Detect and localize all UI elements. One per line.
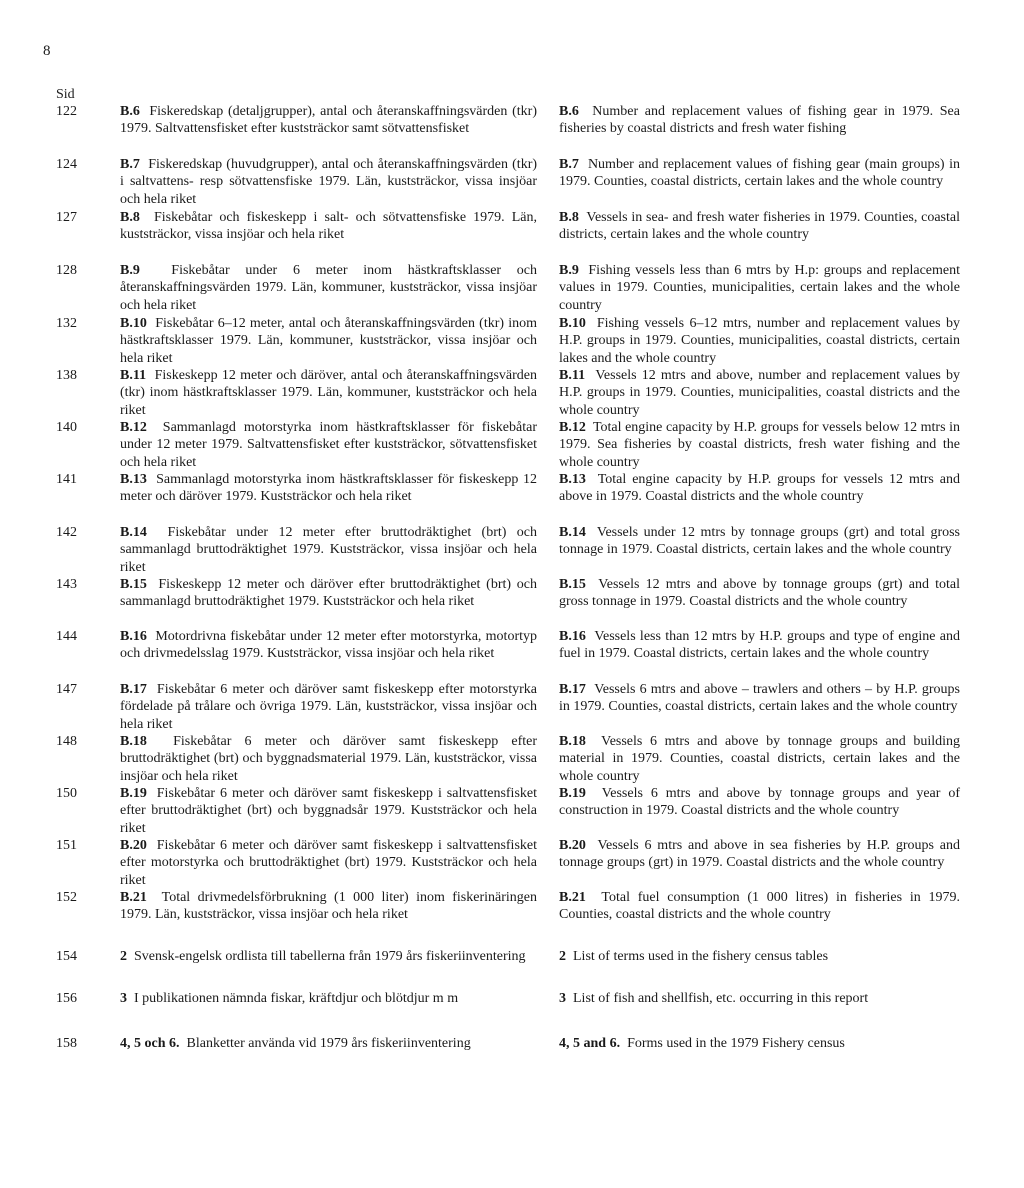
page-number: 8 <box>43 43 51 59</box>
toc-sv-text: Sammanlagd motorstyrka inom hästkraftsklasser för fiskebåtar under 12 meter 1979. Saltvattensfisket efter kuststräckor, sötvattensfisket och hela riket <box>120 420 538 470</box>
toc-page-ref: 142 <box>56 525 77 540</box>
toc-sv-text: Fiskebåtar 6–12 meter, antal och återanskaffningsvärden (tkr) inom hästkraftsklasser 1979. Län, kommuner, kuststräckor, vissa insjöar och hela riket <box>120 316 537 366</box>
toc-en-code: B.21 <box>559 890 586 905</box>
toc-page-ref: 152 <box>56 890 77 905</box>
toc-en-code: B.16 <box>559 629 586 644</box>
toc-en-code: B.17 <box>559 682 586 697</box>
toc-en-text: Forms used in the 1979 Fishery census <box>627 1036 845 1051</box>
toc-sv-code: B.9 <box>120 263 140 278</box>
toc-sv-text: Fiskeskepp 12 meter och däröver, antal och återanskaffningsvärden (tkr) inom hästkraftsklasser 1979. Län, kommuner, kuststräckor och hela riket <box>120 368 537 418</box>
toc-sv-text: Fiskebåtar under 6 meter inom hästkraftsklasser och återanskaffningsvärden 1979. Län, kommuner, kuststräckor, vissa insjöar och hela riket <box>120 263 538 313</box>
toc-sv-code: B.13 <box>120 472 147 487</box>
toc-sv-text: Total drivmedelsförbrukning (1 000 liter) inom fiskerinäringen 1979. Län, kuststräckor, vissa insjöar och hela riket <box>120 890 538 923</box>
toc-en-description <box>559 367 960 419</box>
toc-en-text: Vessels 6 mtrs and above by tonnage groups and year of construction in 1979. Coastal districts and the whole country <box>559 786 960 819</box>
toc-page-ref: 132 <box>56 316 77 331</box>
toc-en-text: Fishing vessels 6–12 mtrs, number and replacement values by H.P. groups in 1979. Counties, municipalities, coastal districts, certain lakes and the whole country <box>559 316 961 366</box>
toc-sv-description <box>120 990 537 1007</box>
toc-page-ref: 144 <box>56 629 77 644</box>
toc-sv-description <box>120 156 537 208</box>
toc-sv-description <box>120 367 537 419</box>
toc-en-description <box>559 576 960 611</box>
toc-page-ref: 154 <box>56 949 77 964</box>
toc-sv-description <box>120 1035 537 1052</box>
toc-en-description <box>559 948 960 965</box>
toc-sv-code: B.15 <box>120 577 147 592</box>
toc-en-description <box>559 156 960 191</box>
toc-page-ref: 147 <box>56 682 77 697</box>
toc-sv-text: I publikationen nämnda fiskar, kräftdjur och blötdjur m m <box>134 991 459 1006</box>
toc-en-description <box>559 1035 960 1052</box>
toc-sv-description <box>120 889 537 924</box>
toc-sv-code: B.12 <box>120 420 147 435</box>
toc-en-description <box>559 262 960 314</box>
toc-sv-text: Svensk-engelsk ordlista till tabellerna från 1979 års fiskeriinventering <box>134 949 526 964</box>
toc-sv-code: 4, 5 och 6. <box>120 1036 180 1051</box>
toc-sv-description <box>120 209 537 244</box>
toc-sv-text: Fiskebåtar 6 meter och däröver samt fiskeskepp i saltvattensfisket efter motorstyrka och bruttodräktighet (brt) 1979. Kuststräckor och hela riket <box>120 838 538 888</box>
toc-sv-code: B.19 <box>120 786 147 801</box>
toc-sv-code: B.18 <box>120 734 147 749</box>
toc-sv-text: Fiskebåtar 6 meter och däröver samt fiskeskepp efter motorstyrka fördelade på trålare och övriga 1979. Län, kuststräckor, vissa insjöar och hela riket <box>120 682 537 732</box>
toc-en-description <box>559 681 960 716</box>
toc-en-code: B.14 <box>559 525 586 540</box>
toc-sv-text: Fiskebåtar under 12 meter efter bruttodräktighet (brt) och sammanlagd bruttodräktighet 1979. Kuststräckor, vissa insjöar och hela riket <box>120 525 537 575</box>
toc-en-description <box>559 524 960 559</box>
toc-en-code: B.12 <box>559 420 586 435</box>
toc-en-text: Vessels less than 12 mtrs by H.P. groups and type of engine and fuel in 1979. Coastal districts, certain lakes and the whole country <box>559 629 961 662</box>
toc-sv-description <box>120 837 537 889</box>
toc-en-description <box>559 990 960 1007</box>
toc-en-text: Total engine capacity by H.P. groups for vessels below 12 mtrs in 1979. Sea fisheries by coastal districts, fresh water fishing and the whole country <box>559 420 960 470</box>
toc-en-code: 3 <box>559 991 566 1006</box>
toc-en-code: 2 <box>559 949 566 964</box>
toc-sv-description <box>120 419 537 471</box>
toc-sv-description <box>120 315 537 367</box>
toc-en-text: Total fuel consumption (1 000 litres) in fisheries in 1979. Counties, coastal districts and the whole country <box>559 890 960 923</box>
toc-sv-code: 2 <box>120 949 127 964</box>
toc-en-text: List of terms used in the fishery census tables <box>573 949 829 964</box>
toc-en-code: B.13 <box>559 472 586 487</box>
toc-page-ref: 124 <box>56 157 77 172</box>
toc-page-ref: 141 <box>56 472 77 487</box>
toc-page-ref: 156 <box>56 991 77 1006</box>
toc-en-code: B.19 <box>559 786 586 801</box>
toc-en-text: Vessels 6 mtrs and above by tonnage groups and building material in 1979. Counties, coastal districts, certain lakes and the whole country <box>559 734 961 784</box>
toc-en-text: Vessels under 12 mtrs by tonnage groups (grt) and total gross tonnage in 1979. Coastal districts, certain lakes and the whole country <box>559 525 961 558</box>
toc-sv-description <box>120 785 537 837</box>
toc-page-ref: 151 <box>56 838 77 853</box>
toc-sv-description <box>120 733 537 785</box>
toc-sv-description <box>120 262 537 314</box>
toc-en-code: B.20 <box>559 838 586 853</box>
toc-sv-text: Motordrivna fiskebåtar under 12 meter efter motorstyrka, motortyp och drivmedelsslag 1979. Kuststräckor, vissa insjöar och hela riket <box>120 629 537 662</box>
toc-en-description <box>559 837 960 872</box>
toc-en-code: B.15 <box>559 577 586 592</box>
toc-en-description <box>559 889 960 924</box>
toc-sv-code: 3 <box>120 991 127 1006</box>
page-column-heading: Sid <box>56 87 75 102</box>
toc-en-text: Fishing vessels less than 6 mtrs by H.p: groups and replacement values in 1979. Counties, municipalities, certain lakes and the whole country <box>559 263 960 313</box>
toc-sv-code: B.7 <box>120 157 140 172</box>
toc-page-ref: 138 <box>56 368 77 383</box>
toc-en-text: Number and replacement values of fishing gear in 1979. Sea fisheries by coastal districts and fresh water fishing <box>559 104 960 137</box>
toc-sv-description <box>120 576 537 611</box>
toc-sv-text: Fiskebåtar 6 meter och däröver samt fiskeskepp i saltvattensfisket efter bruttodräktighet (brt) och byggnadsår 1979. Kuststräckor och hela riket <box>120 786 538 836</box>
toc-en-description <box>559 733 960 785</box>
toc-page-ref: 128 <box>56 263 77 278</box>
toc-en-description <box>559 103 960 138</box>
toc-en-text: Vessels 12 mtrs and above, number and replacement values by H.P. groups in 1979. Counties, municipalities, coastal districts and the whole country <box>559 368 960 418</box>
toc-sv-description <box>120 628 537 663</box>
toc-sv-code: B.8 <box>120 210 140 225</box>
toc-sv-description <box>120 103 537 138</box>
toc-en-text: Number and replacement values of fishing gear (main groups) in 1979. Counties, coastal districts, certain lakes and the whole country <box>559 157 961 190</box>
toc-en-description <box>559 419 960 471</box>
toc-sv-text: Fiskebåtar 6 meter och däröver samt fiskeskepp efter bruttodräktighet (brt) och byggnadsmaterial 1979. Län, kuststräckor, vissa insjöar och hela riket <box>120 734 537 784</box>
toc-sv-description <box>120 524 537 576</box>
toc-en-description <box>559 785 960 820</box>
toc-sv-text: Fiskeredskap (huvudgrupper), antal och återanskaffningsvärden (tkr) i saltvattens- resp sötvattensfiske 1979. Län, kuststräckor, vissa insjöar och hela riket <box>120 157 538 207</box>
toc-en-code: B.10 <box>559 316 586 331</box>
toc-en-description <box>559 315 960 367</box>
toc-en-text: Vessels 6 mtrs and above in sea fisheries by H.P. groups and tonnage groups (grt) in 1979. Coastal districts and the whole country <box>559 838 960 871</box>
toc-sv-code: B.16 <box>120 629 147 644</box>
toc-en-text: Vessels 6 mtrs and above – trawlers and others – by H.P. groups in 1979. Counties, coastal districts, certain lakes and the whole country <box>559 682 961 715</box>
toc-sv-text: Sammanlagd motorstyrka inom hästkraftsklasser för fiskeskepp 12 meter och däröver 1979. Kuststräckor och hela riket <box>120 472 537 505</box>
toc-en-text: Vessels 12 mtrs and above by tonnage groups (grt) and total gross tonnage in 1979. Coastal districts and the whole country <box>559 577 961 610</box>
toc-en-code: B.18 <box>559 734 586 749</box>
toc-sv-text: Fiskeredskap (detaljgrupper), antal och återanskaffningsvärden (tkr) 1979. Saltvattensfisket efter kuststräckor samt sötvattensfisket <box>120 104 537 137</box>
toc-sv-code: B.10 <box>120 316 147 331</box>
toc-page-ref: 150 <box>56 786 77 801</box>
toc-sv-code: B.14 <box>120 525 147 540</box>
toc-page-ref: 158 <box>56 1036 77 1051</box>
toc-en-code: B.9 <box>559 263 579 278</box>
toc-sv-code: B.17 <box>120 682 147 697</box>
toc-sv-code: B.21 <box>120 890 147 905</box>
toc-en-code: B.11 <box>559 368 586 383</box>
toc-en-description <box>559 628 960 663</box>
toc-en-code: B.6 <box>559 104 579 119</box>
toc-sv-text: Fiskebåtar och fiskeskepp i salt- och sötvattensfiske 1979. Län, kuststräckor, vissa insjöar och hela riket <box>120 210 538 243</box>
toc-en-text: Total engine capacity by H.P. groups for vessels 12 mtrs and above in 1979. Coastal districts and the whole country <box>559 472 960 505</box>
toc-sv-description <box>120 681 537 733</box>
toc-en-description <box>559 209 960 244</box>
toc-en-description <box>559 471 960 506</box>
toc-en-text: List of fish and shellfish, etc. occurring in this report <box>573 991 869 1006</box>
toc-en-code: B.8 <box>559 210 579 225</box>
toc-sv-code: B.11 <box>120 368 147 383</box>
toc-en-code: B.7 <box>559 157 579 172</box>
toc-sv-code: B.20 <box>120 838 147 853</box>
toc-sv-text: Fiskeskepp 12 meter och däröver efter bruttodräktighet (brt) och sammanlagd bruttodräktighet 1979. Kuststräckor och hela riket <box>120 577 537 610</box>
toc-page-ref: 122 <box>56 104 77 119</box>
toc-en-text: Vessels in sea- and fresh water fisheries in 1979. Counties, coastal districts, certain lakes and the whole country <box>559 210 961 243</box>
toc-sv-description <box>120 471 537 506</box>
toc-sv-text: Blanketter använda vid 1979 års fiskeriinventering <box>186 1036 471 1051</box>
toc-sv-code: B.6 <box>120 104 140 119</box>
toc-en-code: 4, 5 and 6. <box>559 1036 621 1051</box>
toc-page-ref: 127 <box>56 210 77 225</box>
toc-page-ref: 148 <box>56 734 77 749</box>
toc-page-ref: 140 <box>56 420 77 435</box>
toc-sv-description <box>120 948 537 965</box>
toc-page-ref: 143 <box>56 577 77 592</box>
